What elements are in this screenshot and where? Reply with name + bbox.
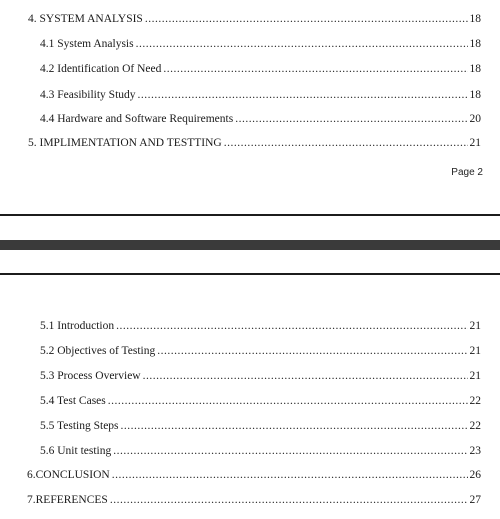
toc-entry-title: 4.3 Feasibility Study — [40, 89, 136, 101]
toc-entry[interactable] — [40, 87, 481, 103]
dot-leader — [116, 318, 467, 334]
toc-entry-title: 4.2 Identification Of Need — [40, 63, 162, 75]
toc-entry-page: 22 — [469, 420, 481, 432]
toc-entry[interactable] — [28, 11, 481, 27]
toc-entry[interactable] — [40, 418, 481, 434]
dot-leader — [113, 443, 467, 459]
dot-leader — [157, 343, 467, 359]
toc-entry[interactable] — [28, 135, 481, 151]
toc-entry-title: 7.REFERENCES — [27, 494, 108, 506]
toc-entry-title: 5.1 Introduction — [40, 320, 115, 332]
toc-entry[interactable] — [27, 467, 481, 483]
toc-entry-title: 4. SYSTEM ANALYSIS — [28, 13, 143, 25]
dot-leader — [108, 393, 468, 409]
toc-entry-page: 21 — [469, 320, 481, 332]
toc-entry-page: 22 — [469, 395, 481, 407]
toc-entry[interactable] — [40, 61, 481, 77]
toc-entry-page: 21 — [469, 345, 481, 357]
toc-entry[interactable] — [40, 393, 481, 409]
toc-entry-page: 26 — [469, 469, 481, 481]
dot-leader — [136, 36, 468, 52]
toc-entry-page: 18 — [469, 13, 481, 25]
toc-entry[interactable] — [40, 443, 481, 459]
dot-leader — [163, 61, 467, 77]
toc-entry-page: 27 — [469, 494, 481, 506]
toc-entry[interactable] — [40, 36, 481, 52]
page-gap-bar — [0, 240, 500, 250]
dot-leader — [121, 418, 468, 434]
dot-leader — [138, 87, 468, 103]
toc-entry-title: 5.3 Process Overview — [40, 370, 141, 382]
toc-entry-page: 20 — [469, 113, 481, 125]
page-number-footer: Page 2 — [451, 167, 483, 178]
toc-entry[interactable] — [40, 111, 481, 127]
toc-entry-title: 4.1 System Analysis — [40, 38, 134, 50]
dot-leader — [143, 368, 468, 384]
toc-entry-title: 5.4 Test Cases — [40, 395, 106, 407]
dot-leader — [110, 492, 468, 508]
toc-entry[interactable] — [40, 318, 481, 334]
toc-entry-title: 5.5 Testing Steps — [40, 420, 119, 432]
toc-entry-title: 4.4 Hardware and Software Requirements — [40, 113, 234, 125]
page-divider-top — [0, 214, 500, 216]
dot-leader — [224, 135, 468, 151]
toc-entry-title: 5.6 Unit testing — [40, 445, 112, 457]
page-divider-bottom — [0, 273, 500, 275]
toc-entry[interactable] — [40, 368, 481, 384]
toc-entry[interactable] — [40, 343, 481, 359]
toc-entry-page: 23 — [469, 445, 481, 457]
toc-entry-page: 21 — [469, 137, 481, 149]
toc-entry-title: 5.2 Objectives of Testing — [40, 345, 156, 357]
toc-entry-page: 21 — [469, 370, 481, 382]
dot-leader — [235, 111, 467, 127]
toc-entry-page: 18 — [469, 38, 481, 50]
dot-leader — [112, 467, 468, 483]
toc-entry-page: 18 — [469, 89, 481, 101]
dot-leader — [145, 11, 468, 27]
toc-entry-title: 6.CONCLUSION — [27, 469, 110, 481]
toc-entry-title: 5. IMPLIMENTATION AND TESTTING — [28, 137, 222, 149]
toc-entry[interactable] — [27, 492, 481, 508]
toc-entry-page: 18 — [469, 63, 481, 75]
